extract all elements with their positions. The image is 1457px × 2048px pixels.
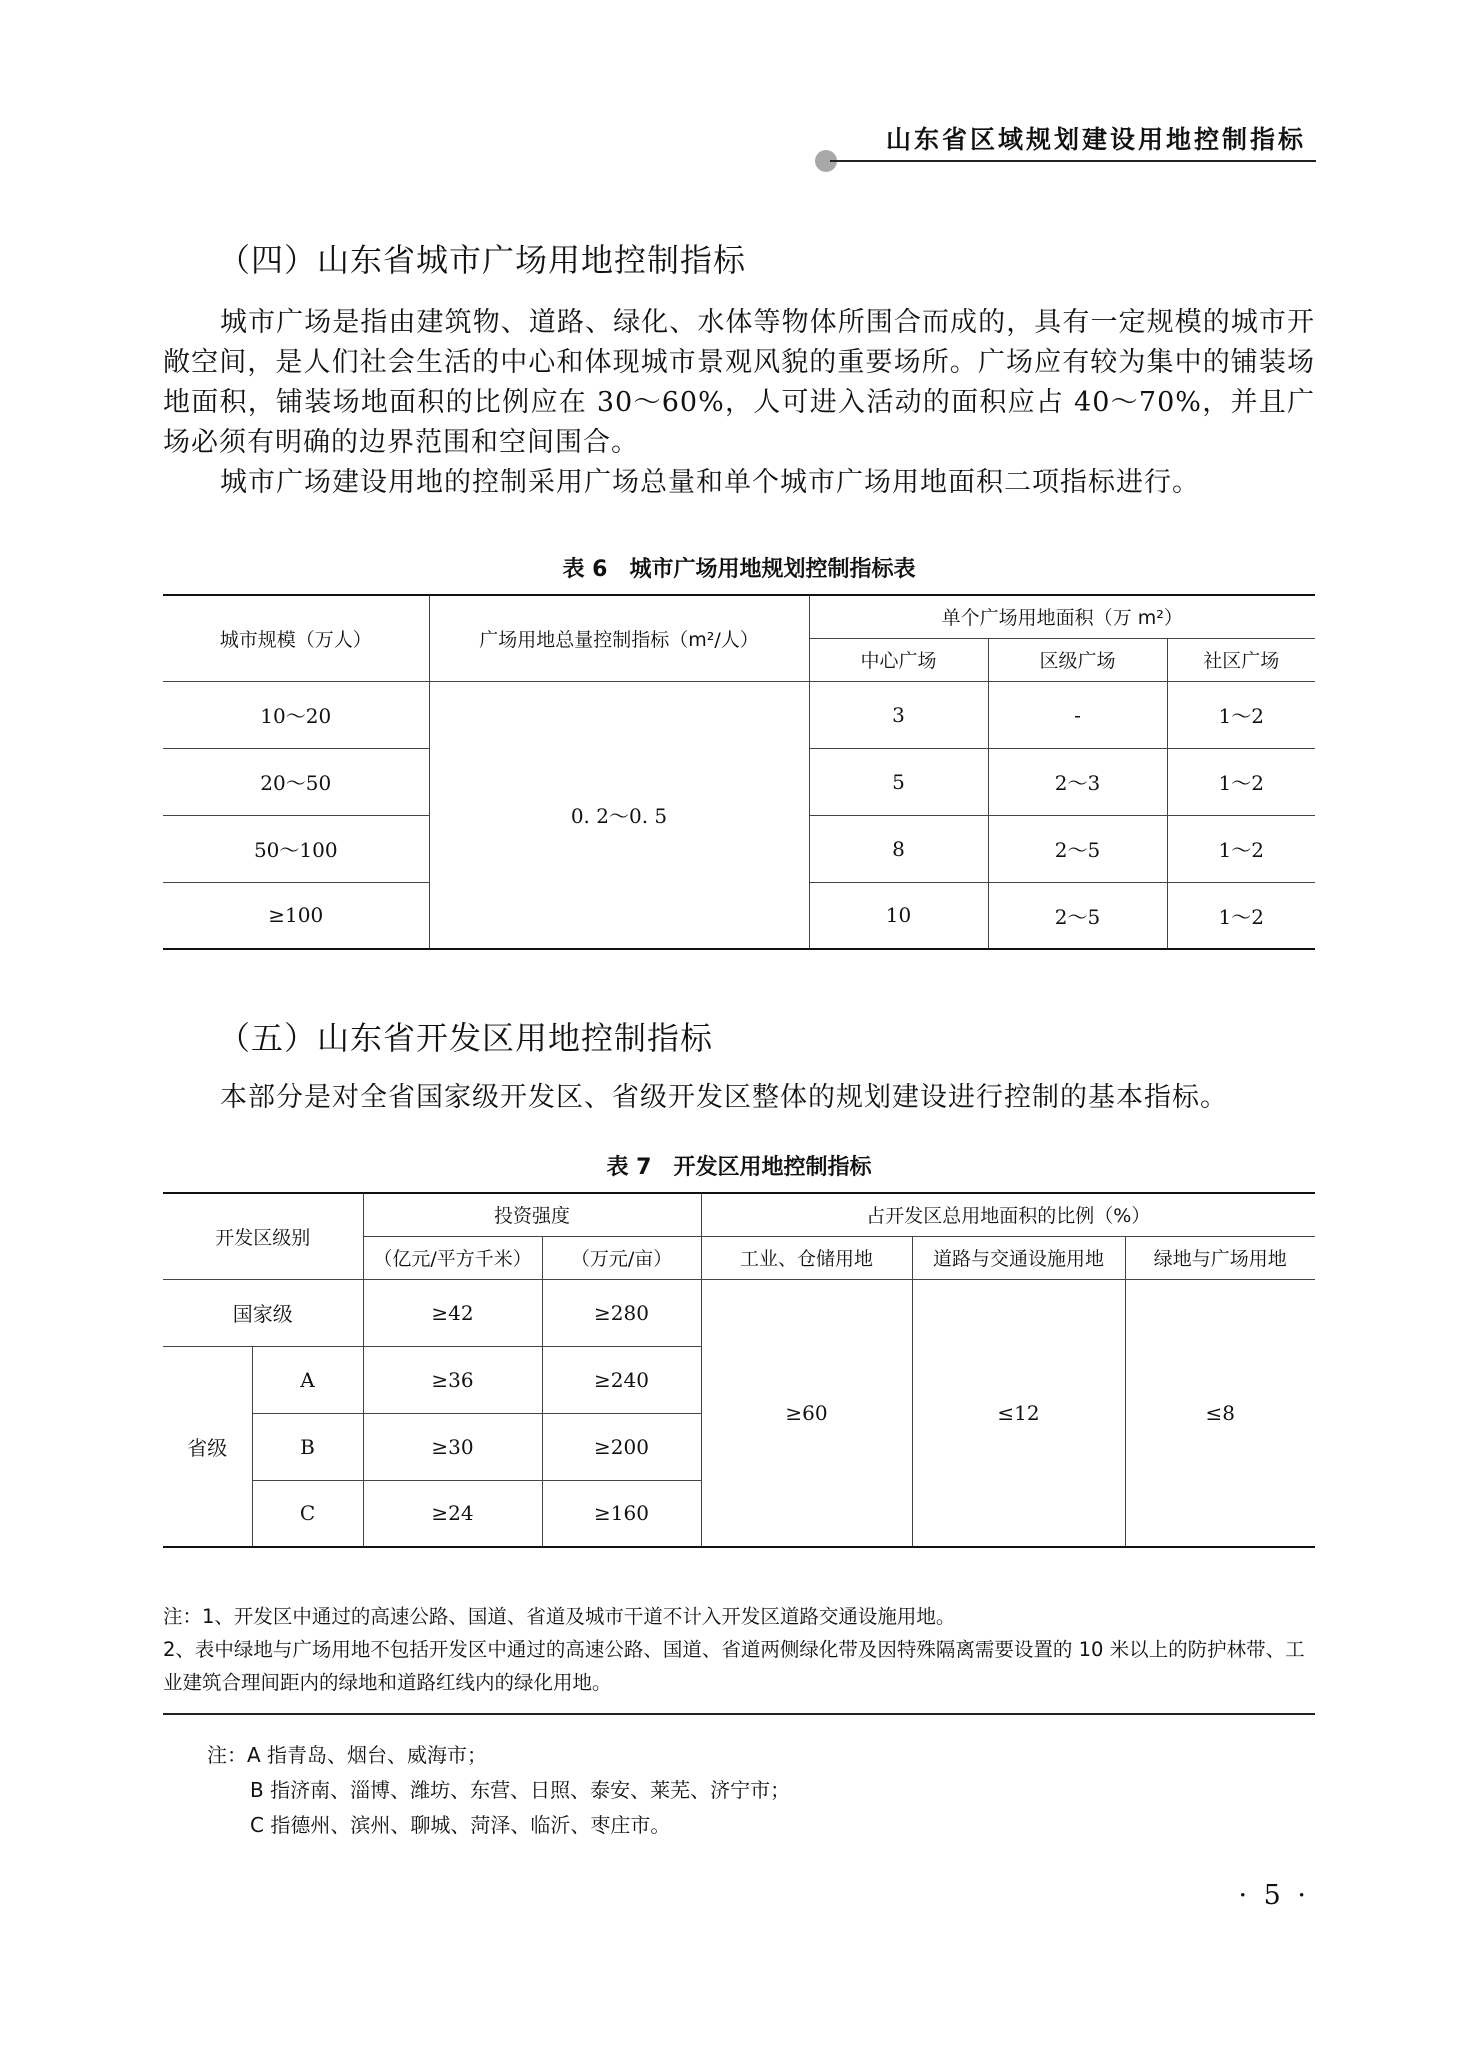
- table-7-cell-grade: C: [252, 1480, 363, 1547]
- table-7-cell-grade: A: [252, 1346, 363, 1413]
- table-6-cell-community: 1～2: [1167, 748, 1315, 815]
- table-7-cell-industry: ≥60: [701, 1279, 912, 1547]
- table-6-cell-scale: 20～50: [163, 748, 429, 815]
- table-6-cell-district: 2～5: [988, 815, 1167, 882]
- footnote-line-c: C 指德州、滨州、聊城、菏泽、临沂、枣庄市。: [250, 1813, 671, 1837]
- table-6-subheader-center: 中心广场: [809, 638, 988, 681]
- table-7-cell-invest-1: ≥36: [363, 1346, 542, 1413]
- table-6-cell-scale: 10～20: [163, 681, 429, 748]
- table-6-cell-center: 5: [809, 748, 988, 815]
- table-6-cell-district: 2～3: [988, 748, 1167, 815]
- table-6-cell-center: 10: [809, 882, 988, 949]
- table-6-cell-center: 8: [809, 815, 988, 882]
- table-6-cell-total: 0. 2～0. 5: [429, 681, 809, 949]
- table-7-header-industry: 工业、仓储用地: [701, 1236, 912, 1279]
- table-7-note-2: 2、表中绿地与广场用地不包括开发区中通过的高速公路、国道、省道两侧绿化带及因特殊隔离需要设置的 10 米以上的防护林带、工业建筑合理间距内的绿地和道路红线内的绿化用地。: [163, 1638, 1305, 1694]
- table-7-note-1: 注：1、开发区中通过的高速公路、国道、省道及城市干道不计入开发区道路交通设施用地。: [163, 1605, 956, 1628]
- table-6-subheader-community: 社区广场: [1167, 638, 1315, 681]
- table-7-caption: 表 7 开发区用地控制指标: [606, 1155, 872, 1180]
- section-5-body: [163, 1078, 1315, 1118]
- footnote-line-b: B 指济南、淄博、潍坊、东营、日照、泰安、莱芜、济宁市；: [250, 1778, 791, 1802]
- table-6-header-scale: 城市规模（万人）: [163, 595, 429, 681]
- table-6-subheader-district: 区级广场: [988, 638, 1167, 681]
- table-7-cell-provincial-label: 省级: [163, 1346, 252, 1547]
- table-6-cell-district: 2～5: [988, 882, 1167, 949]
- section-5-paragraph-1: 本部分是对全省国家级开发区、省级开发区整体的规划建设进行控制的基本指标。: [220, 1082, 1228, 1113]
- table-7-header-level: 开发区级别: [163, 1193, 363, 1279]
- notes-divider: [163, 1713, 1315, 1715]
- page-number: · 5 ·: [1238, 1880, 1310, 1911]
- table-7: [163, 1192, 1315, 1548]
- table-6-cell-center: 3: [809, 681, 988, 748]
- table-7-cell-invest-2: ≥160: [542, 1480, 701, 1547]
- table-row: [163, 1279, 1315, 1346]
- section-4-body: [163, 303, 1315, 503]
- table-7-cell-invest-2: ≥280: [542, 1279, 701, 1346]
- table-7-cell-invest-2: ≥240: [542, 1346, 701, 1413]
- running-header-title: 山东省区域规划建设用地控制指标: [885, 125, 1306, 154]
- table-7-cell-national-label: 国家级: [163, 1279, 363, 1346]
- section-4-paragraph-1: 城市广场是指由建筑物、道路、绿化、水体等物体所围合而成的，具有一定规模的城市开敞空间，是人们社会生活的中心和体现城市景观风貌的重要场所。广场应有较为集中的铺装场地面积，铺装场地面积的比例应在 30～60%，人可进入活动的面积应占 40～70%，并且广场必须有明确的边界范围和空间围合。: [163, 307, 1315, 458]
- table-6-header-single: 单个广场用地面积（万 m²）: [809, 595, 1315, 638]
- table-7-notes: [163, 1600, 1315, 1715]
- table-7-header-ratio: 占开发区总用地面积的比例（%）: [701, 1193, 1315, 1236]
- table-7-cell-invest-1: ≥30: [363, 1413, 542, 1480]
- table-7-cell-grade: B: [252, 1413, 363, 1480]
- table-7-cell-invest-1: ≥24: [363, 1480, 542, 1547]
- footnote-line-a: 注：A 指青岛、烟台、威海市；: [207, 1743, 488, 1767]
- table-7-header-invest-unit-2: （万元/亩）: [542, 1236, 701, 1279]
- table-6-cell-district: -: [988, 681, 1167, 748]
- table-6-cell-community: 1～2: [1167, 882, 1315, 949]
- section-4-heading: （四）山东省城市广场用地控制指标: [218, 241, 747, 279]
- header-rule: [830, 160, 1316, 162]
- table-7-header-invest-unit-1: （亿元/平方千米）: [363, 1236, 542, 1279]
- section-4-paragraph-2: 城市广场建设用地的控制采用广场总量和单个城市广场用地面积二项指标进行。: [220, 467, 1200, 498]
- page-footnote: [207, 1738, 1307, 1843]
- table-6-header-total: 广场用地总量控制指标（m²/人）: [429, 595, 809, 681]
- table-6-cell-scale: 50～100: [163, 815, 429, 882]
- table-7-header-invest: 投资强度: [363, 1193, 701, 1236]
- table-7-header-road: 道路与交通设施用地: [912, 1236, 1125, 1279]
- table-6-cell-community: 1～2: [1167, 815, 1315, 882]
- table-7-cell-invest-2: ≥200: [542, 1413, 701, 1480]
- table-7-cell-invest-1: ≥42: [363, 1279, 542, 1346]
- table-6-cell-scale: ≥100: [163, 882, 429, 949]
- table-7-header-green: 绿地与广场用地: [1125, 1236, 1315, 1279]
- table-6: [163, 594, 1315, 950]
- table-6-caption: 表 6 城市广场用地规划控制指标表: [562, 557, 916, 582]
- table-row: [163, 681, 1315, 748]
- table-7-cell-green: ≤8: [1125, 1279, 1315, 1547]
- table-7-cell-road: ≤12: [912, 1279, 1125, 1547]
- table-6-cell-community: 1～2: [1167, 681, 1315, 748]
- section-5-heading: （五）山东省开发区用地控制指标: [218, 1019, 714, 1057]
